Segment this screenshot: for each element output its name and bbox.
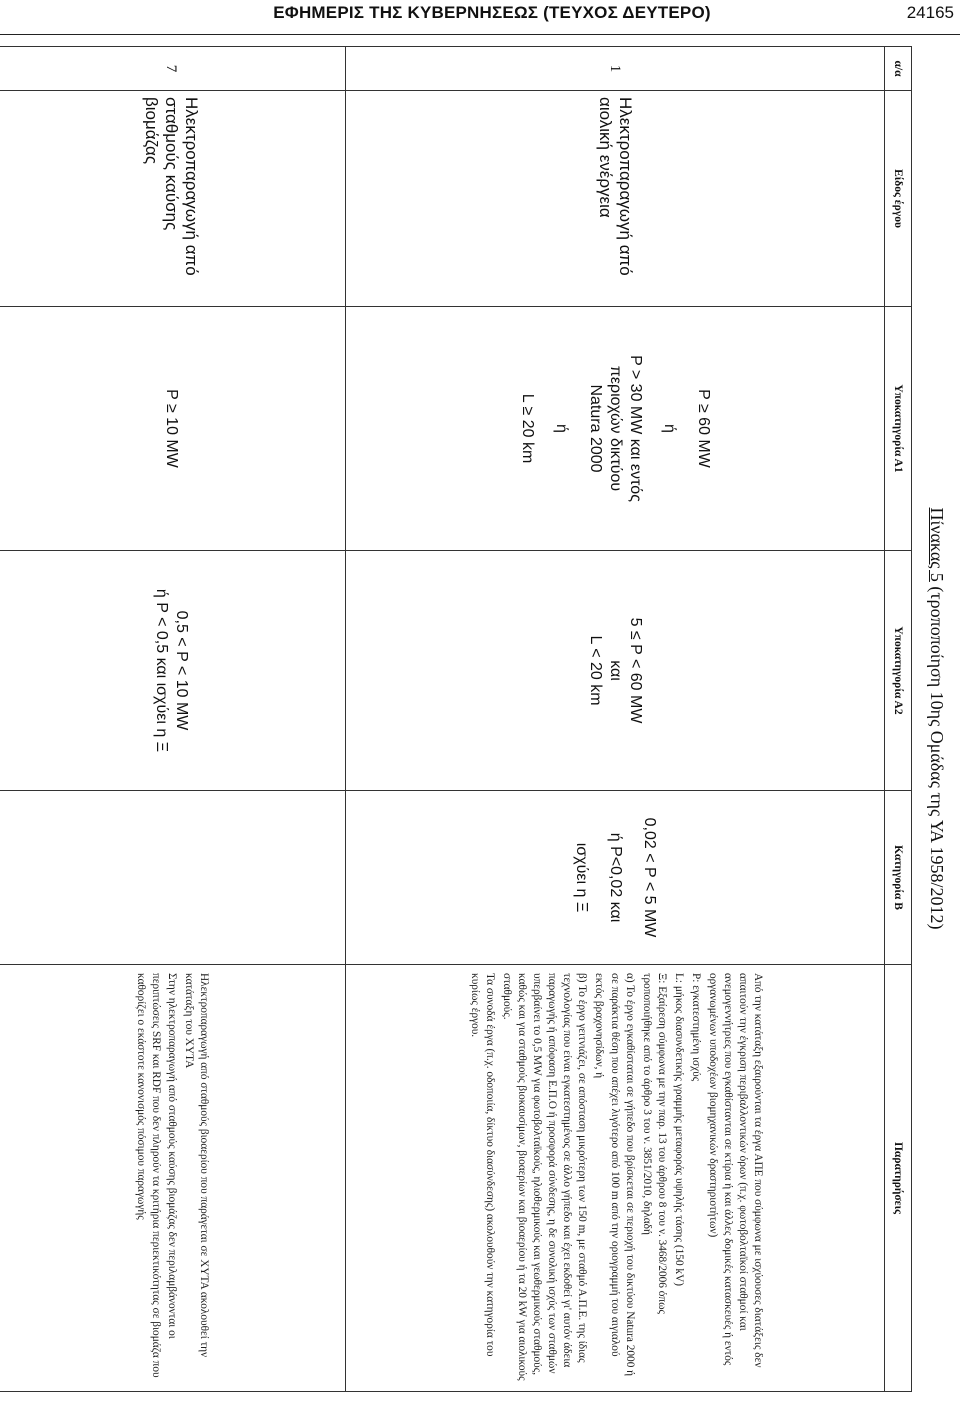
header-notes: Παρατηρήσεις (885, 965, 912, 1392)
table-header-row (885, 47, 912, 1392)
a2-line: και (607, 660, 624, 681)
a1-line: ή (553, 424, 570, 433)
header-num: α/α (885, 47, 912, 91)
category-b (0, 791, 346, 965)
rotated-sheet (8, 46, 958, 1391)
subcategory-a1 (0, 307, 346, 551)
remarks (0, 965, 346, 1392)
b-line: ισχύει η Ξ (573, 842, 590, 913)
remark-paragraph: α) Το έργο εγκαθίσταται σε γήπεδο που βρίσκεται σε περιοχή του δικτύου Natura 2000 ή σε παράκτια θέση που απέχει λιγότερο από 100 m από την οριογραμμή του αιγιαλού εκτός βραχονησίδων, ή (593, 973, 636, 1377)
table-row (0, 47, 346, 1392)
table-row (346, 47, 885, 1392)
subcategory-a2 (0, 551, 346, 791)
remark-paragraph: Από την κατάταξη εξαιρούνται τα έργα ΑΠΕ που σύμφωνα με ισχύουσες διατάξεις δεν απαιτούν την έγκριση περιβαλλοντικών όρων (π.χ. φωτοβολταϊκοί σταθμοί και ανεμογεννήτριες που εγκαθίστανται σε κτίρια ή και άλλες δομικές κατασκευές ή εντός οργανωμένων υποδοχέων βιομηχανικών δραστηριοτήτων) (706, 973, 764, 1368)
table-caption (916, 46, 958, 1391)
gazette-title: ΕΦΗΜΕΡΙΣ ΤΗΣ ΚΥΒΕΡΝΗΣΕΩΣ (ΤΕΥΧΟΣ ΔΕΥΤΕΡΟ) (273, 3, 711, 22)
header-b: Κατηγορία Β (885, 791, 912, 965)
header-a2: Υποκατηγορία Α2 (885, 551, 912, 791)
remark-paragraph: Στην ηλεκτροπαραγωγή από σταθμούς καύσης βιομάζας δεν περιλαμβάνονται οι περιπτώσεις SRF και RDF που δεν πληρούν τα κριτήρια περιεκτικότητας σε βιομάζα που καθορίζει ο εκάστοτε κανονισμός πόσιμου παραγωγής (135, 973, 178, 1378)
remark-paragraph: Τα συνοδά έργα (π.χ. οδοποιία, δίκτυο διασύνδεσης) ακολουθούν την κατηγορία του κυρίως έργου. (469, 973, 497, 1357)
remark-paragraph: L: μήκος διασυνδετικής γραμμής μεταφοράς υψηλής τάσης (150 kV) (672, 973, 685, 1286)
a1-line: P ≥ 10 MW (163, 389, 180, 468)
a1-line: περιοχών δικτύου (607, 365, 624, 492)
category-b (346, 791, 885, 965)
page-number: 24165 (906, 3, 954, 22)
row-number: 7 (0, 47, 346, 91)
remark-paragraph: Ηλεκτροπαραγωγή από σταθμούς βιοαερίου που παράγεται σε ΧΥΤΑ ακολουθεί την κατάταξη του ΧΥΤΑ (182, 973, 210, 1358)
page-header (0, 0, 960, 35)
a2-line: 5 ≤ P < 60 MW (627, 617, 644, 724)
subcategory-a2 (346, 551, 885, 791)
row-number: 1 (346, 47, 885, 91)
project-type: Ηλεκτροπαραγωγή από αιολική ενέργεια (346, 91, 885, 307)
caption-text: (τροποποίηση 10ης Ομάδας της ΥΑ 1958/2012) (927, 581, 947, 930)
a1-line: ή (661, 424, 678, 433)
remark-paragraph: Ξ: Εξαίρεση σύμφωνα με την παρ. 13 του άρθρου 8 του ν. 3468/2006 όπως τροποποιήθηκε από το άρθρο 3 του ν. 3851/2010, δηλαδή (640, 973, 668, 1315)
project-type: Ηλεκτροπαραγωγή από σταθμούς καύσης βιομάζας (0, 91, 346, 307)
b-line: ή P<0,02 και (607, 832, 624, 923)
classification-table (0, 46, 912, 1392)
a2-line: ή P < 0,5 και ισχύει η Ξ (153, 588, 170, 753)
a1-line: P > 30 MW και εντός (627, 355, 644, 502)
caption-label: Πίνακας 5 (927, 507, 947, 582)
subcategory-a1 (346, 307, 885, 551)
remark-paragraph: β) Το έργο γειτνιάζει, σε απόσταση μικρότερη των 150 m, με σταθμό Α.Π.Ε. της ίδιας τεχνολογίας που είναι εγκατεστημένος σε άλλο γήπεδο και έχει εκδοθεί γι' αυτόν άδεια παραγωγής ή απόφαση Ε.Π.Ο ή προσφορά σύνδεσης, η δε συνολική ισχύς των σταθμών υπερβαίνει το 0,5 MW για φωτοβολταϊκούς, ηλιοθερμικούς και γεωθερμικούς σταθμούς, καθώς και για σταθμούς βιοκαυσίμων, βιοαερίων και βιοαερίου ή τα 20 kW για αιολικούς σταθμούς. (501, 973, 589, 1381)
a2-line: L < 20 km (587, 635, 604, 706)
remark-paragraph: P: εγκατεστημένη ισχύς (689, 973, 702, 1082)
header-a1: Υποκατηγορία Α1 (885, 307, 912, 551)
a1-line: L ≥ 20 km (519, 393, 536, 464)
header-type: Είδος έργου (885, 91, 912, 307)
a1-line: P ≥ 60 MW (695, 389, 712, 468)
a2-line: 0,5 < P < 10 MW (173, 610, 190, 731)
a1-line: Natura 2000 (587, 384, 604, 473)
b-line: 0,02 < P < 5 MW (641, 817, 658, 938)
remarks (346, 965, 885, 1392)
